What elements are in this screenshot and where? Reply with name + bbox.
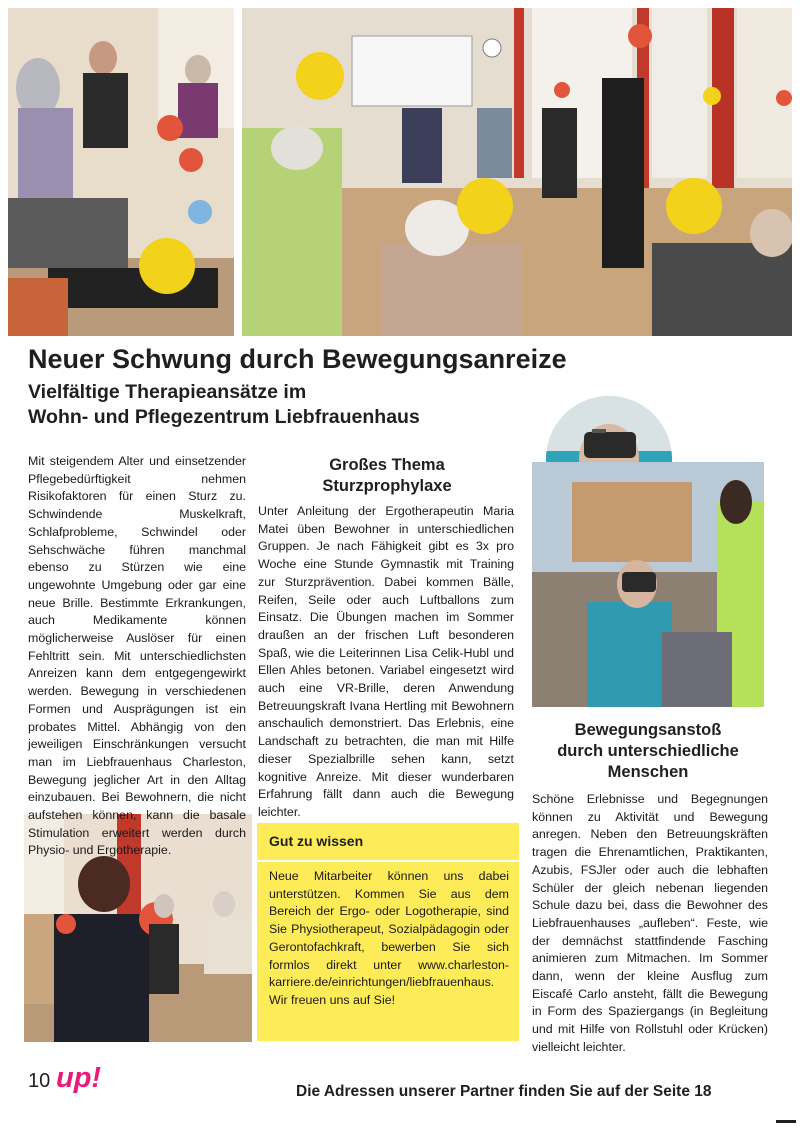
intro-paragraph: Mit steigendem Alter und einsetzender Pflegebedürftigkeit nehmen Risikofaktoren für einen Sturz zu. Schwindende Muskelkraft, Schlafprobleme, Schwindel oder Sehschwäche führen manchmal ebenso zu Stürzen wie eine ungewohnte Umgebung oder gar eine neue Brille. Bestimmte Erkrankungen, auch Medikamente können möglicherweise Auslöser für einen Fehltritt sein. Mit unterschiedlichsten Anreizen kann dem entgegengewirkt werden. Bewegung in verschiedenen Formen und Ausprägungen ist ein probates Mittel. Abhängig von den jeweiligen Einschränkungen versucht man im Liebfrauenhaus Charleston, Bewegung jeglicher Art in den Alltag einzubauen. Bei Bewohnern, die nicht aufstehen können, kann die basale Stimulation erweitert werden durch Physio- und Ergotherapie.	[28, 454, 246, 858]
subheadline-line2: Wohn- und Pflegezentrum Liebfrauenhaus	[28, 406, 420, 428]
partner-address-note: Die Adressen unserer Partner finden Sie auf der Seite 18	[296, 1083, 712, 1100]
section-sturz-text: Unter Anleitung der Ergotherapeutin Maria Matei üben Bewohner in unterschiedlichen Gruppen. Je nach Fähigkeit gibt es 3x pro Woche eine Stunde Gymnastik mit Training zur Sturzprävention. Dabei kommen Bälle, Reifen, Seile oder auch Luftballons zum Einsatz. Die Übungen machen im Sommer draußen an der frischen Luft besonderen Spaß, wie die Leiterinnen Lisa Celik-Hubl und Ellen Ahles betonen. Variabel eingesetzt wird auch eine VR-Brille, deren Anwendung Betreuungskraft Ivana Hertling mit Bewohnern anschaulich demonstriert. Das Erlebnis, eine Landschaft zu betrachten, die man mit Hilfe dieser Spezialbrille sehen kann, setzt kognitive Anreize. Mit dieser wunderbaren Erfahrung fällt dann auch die Bewegung leichter.	[258, 504, 514, 819]
gut-zu-wissen-box	[257, 823, 519, 1041]
up-logo: up!	[56, 1062, 102, 1094]
section-bewegung-title-line2: durch unterschiedliche	[557, 742, 739, 760]
section-sturz-title	[273, 455, 501, 497]
headline: Neuer Schwung durch Bewegungsanreize	[28, 344, 567, 374]
page-edge-mark	[776, 1120, 796, 1123]
section-sturz-title-line2: Sturzprophylaxe	[322, 477, 452, 495]
subheadline	[28, 380, 548, 430]
photo-seniors-with-balls-left	[8, 8, 234, 336]
subheadline-line1: Vielfältige Therapieansätze im	[28, 381, 307, 403]
gut-zu-wissen-title: Gut zu wissen	[269, 833, 364, 849]
photo-group-exercise-room	[242, 8, 792, 336]
photo-vr-demonstration	[532, 462, 764, 707]
section-bewegung-title-line1: Bewegungsanstoß	[574, 721, 722, 739]
gut-zu-wissen-divider	[257, 860, 519, 862]
page-number: 10	[28, 1070, 51, 1092]
section-bewegung-title	[532, 720, 764, 783]
section-bewegung-text: Schöne Erlebnisse und Begegnungen können zu Aktivität und Bewegung anregen. Neben den Betreuungskräften tragen die Ehrenamtlichen, Praktikanten, Azubis, FSJler oder auch die lebhaften Schüler der gleich nebenan liegenden Schule dazu bei, dass die Bewohner des Liebfrauenhauses „aufleben“. Feste, wie der demnächst stattfindende Fasching animieren zum Mitmachen. Im Sommer dann, wenn der kleine Ausflug zum Eiscafé Carlo ansteht, fällt die Bewegung in Form des Spaziergangs (in Begleitung und mit Hilfe von Rollstuhl oder Krücken) vielleicht leichter.	[532, 792, 768, 1054]
section-bewegung-title-line3: Menschen	[607, 763, 689, 781]
section-sturz-title-line1: Großes Thema	[329, 456, 445, 474]
gut-zu-wissen-text: Neue Mitarbeiter können uns dabei unterstützen. Kommen Sie aus dem Bereich der Ergo- oder Logotherapie, sind Sie Physiotherapeut, Sozialpädagogin oder Gerontofachkraft, bewerben Sie sich formlos direkt unter www.charleston-karriere.de/einrichtungen/liebfrauenhaus. Wir freuen uns auf Sie!	[269, 869, 509, 1007]
